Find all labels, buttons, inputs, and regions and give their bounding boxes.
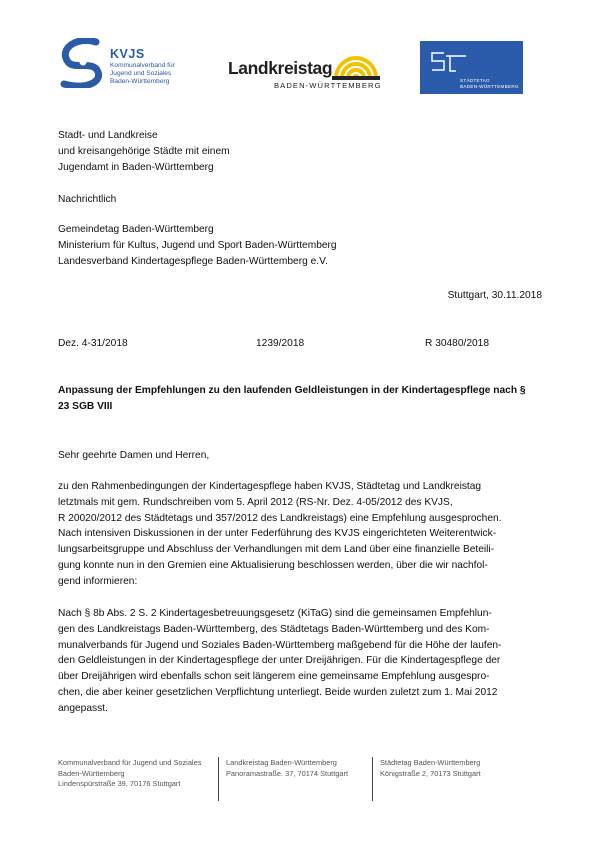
body-line: Nach intensiven Diskussionen in der unter Federführung des KVJS eingerichteten Weiterentwick- [58,528,497,540]
staedtetag-logo-subtitle: STÄDTETAG BADEN-WÜRTTEMBERG [460,78,519,89]
body-line: lungsarbeitsgruppe und Abschluss der Verhandlungen mit dem Land über eine finanzielle Beteili- [58,544,495,556]
body-line: den Geldleistungen in der Kindertagespflege der unter Dreijährigen. Für die Kindertagespflege der [58,655,501,667]
footer-landkreistag-address: Landkreistag Baden-Württemberg Panoramastraße. 37, 70174 Stuttgart [226,758,349,778]
cc-line: Gemeindetag Baden-Württemberg [58,224,214,235]
body-line: gung konnte nun in den Gremien eine Aktualisierung beschlossen werden, über die wir nachfol- [58,559,488,571]
footer-divider [218,757,219,801]
cc-line: Ministerium für Kultus, Jugend und Sport Baden-Württemberg [58,239,337,251]
footer-staedtetag-address: Städtetag Baden-Württemberg Königstraße 2, 70173 Stuttgart [380,758,481,778]
cc-block [58,222,337,269]
recipient-line: und kreisangehörige Städte mit einem [58,145,230,157]
reference-kvjs: Dez. 4-31/2018 [58,338,128,349]
kvjs-logo-icon [56,38,104,88]
kvjs-logo-name: KVJS [110,47,145,61]
subject [58,383,526,415]
cc-label: Nachrichtlich [58,194,117,205]
reference-landkreistag: 1239/2018 [256,338,305,349]
subject-line: Anpassung der Empfehlungen zu den laufenden Geldleistungen in der Kindertagespflege nach § [58,385,526,396]
body-line: Nach § 8b Abs. 2 S. 2 Kindertagesbetreuungsgesetz (KiTaG) sind die gemeinsamen Empfehlun- [58,608,492,619]
body-line: R 20020/2012 des Städtetags und 357/2012 des Landkreistags) eine Empfehlung ausgesprochen. [58,512,502,524]
kvjs-logo-subtitle: Kommunalverband für Jugend und Soziales Baden-Württemberg [110,62,175,86]
salutation: Sehr geehrte Damen und Herren, [58,450,210,461]
body-line: über Dreijährigen wird ebenfalls schon seit längerem eine gemeinsame Empfehlung ausgespro- [58,671,490,683]
body-line: letztmals mit gem. Rundschreiben vom 5. April 2012 (RS-Nr. Dez. 4-05/2012 des KVJS, [58,496,453,508]
body-line: gen des Landkreistags Baden-Württemberg, des Städtetags Baden-Württemberg und des Kom- [58,623,490,635]
landkreistag-logo-subtitle: BADEN-WÜRTTEMBERG [274,81,382,90]
body-line: gend informieren: [58,575,138,587]
body-paragraph-1 [58,479,501,590]
cc-line: Landesverband Kindertagespflege Baden-Württemberg e.V. [58,255,328,267]
landkreistag-sun-icon [332,40,380,80]
recipient-block [58,128,230,175]
body-line: angepasst. [58,702,108,714]
reference-staedtetag: R 30480/2018 [425,338,490,349]
place-date: Stuttgart, 30.11.2018 [447,290,542,301]
body-line: zu den Rahmenbedingungen der Kindertagespflege haben KVJS, Städtetag und Landkreistag [58,481,482,492]
recipient-line: Stadt- und Landkreise [58,130,158,141]
recipient-line: Jugendamt in Baden-Württemberg [58,161,214,173]
body-line: munalverbands für Jugend und Soziales Baden-Württemberg maßgebend für die Höhe der laufen- [58,639,502,651]
footer-kvjs-address: Kommunalverband für Jugend und Soziales Baden-Württemberg Lindenspürstraße 39, 70176 Stuttgart [58,758,202,789]
body-paragraph-2 [58,606,501,717]
landkreistag-logo-name: Landkreistag [228,58,333,78]
body-line: chen, die aber keiner gesetzlichen Verpflichtung unterliegt. Beide wurden zuletzt zum 1. Mai 2012 [58,686,498,698]
subject-line: 23 SGB VIII [58,400,113,412]
staedtetag-st-icon [430,51,470,73]
footer-divider [372,757,373,801]
